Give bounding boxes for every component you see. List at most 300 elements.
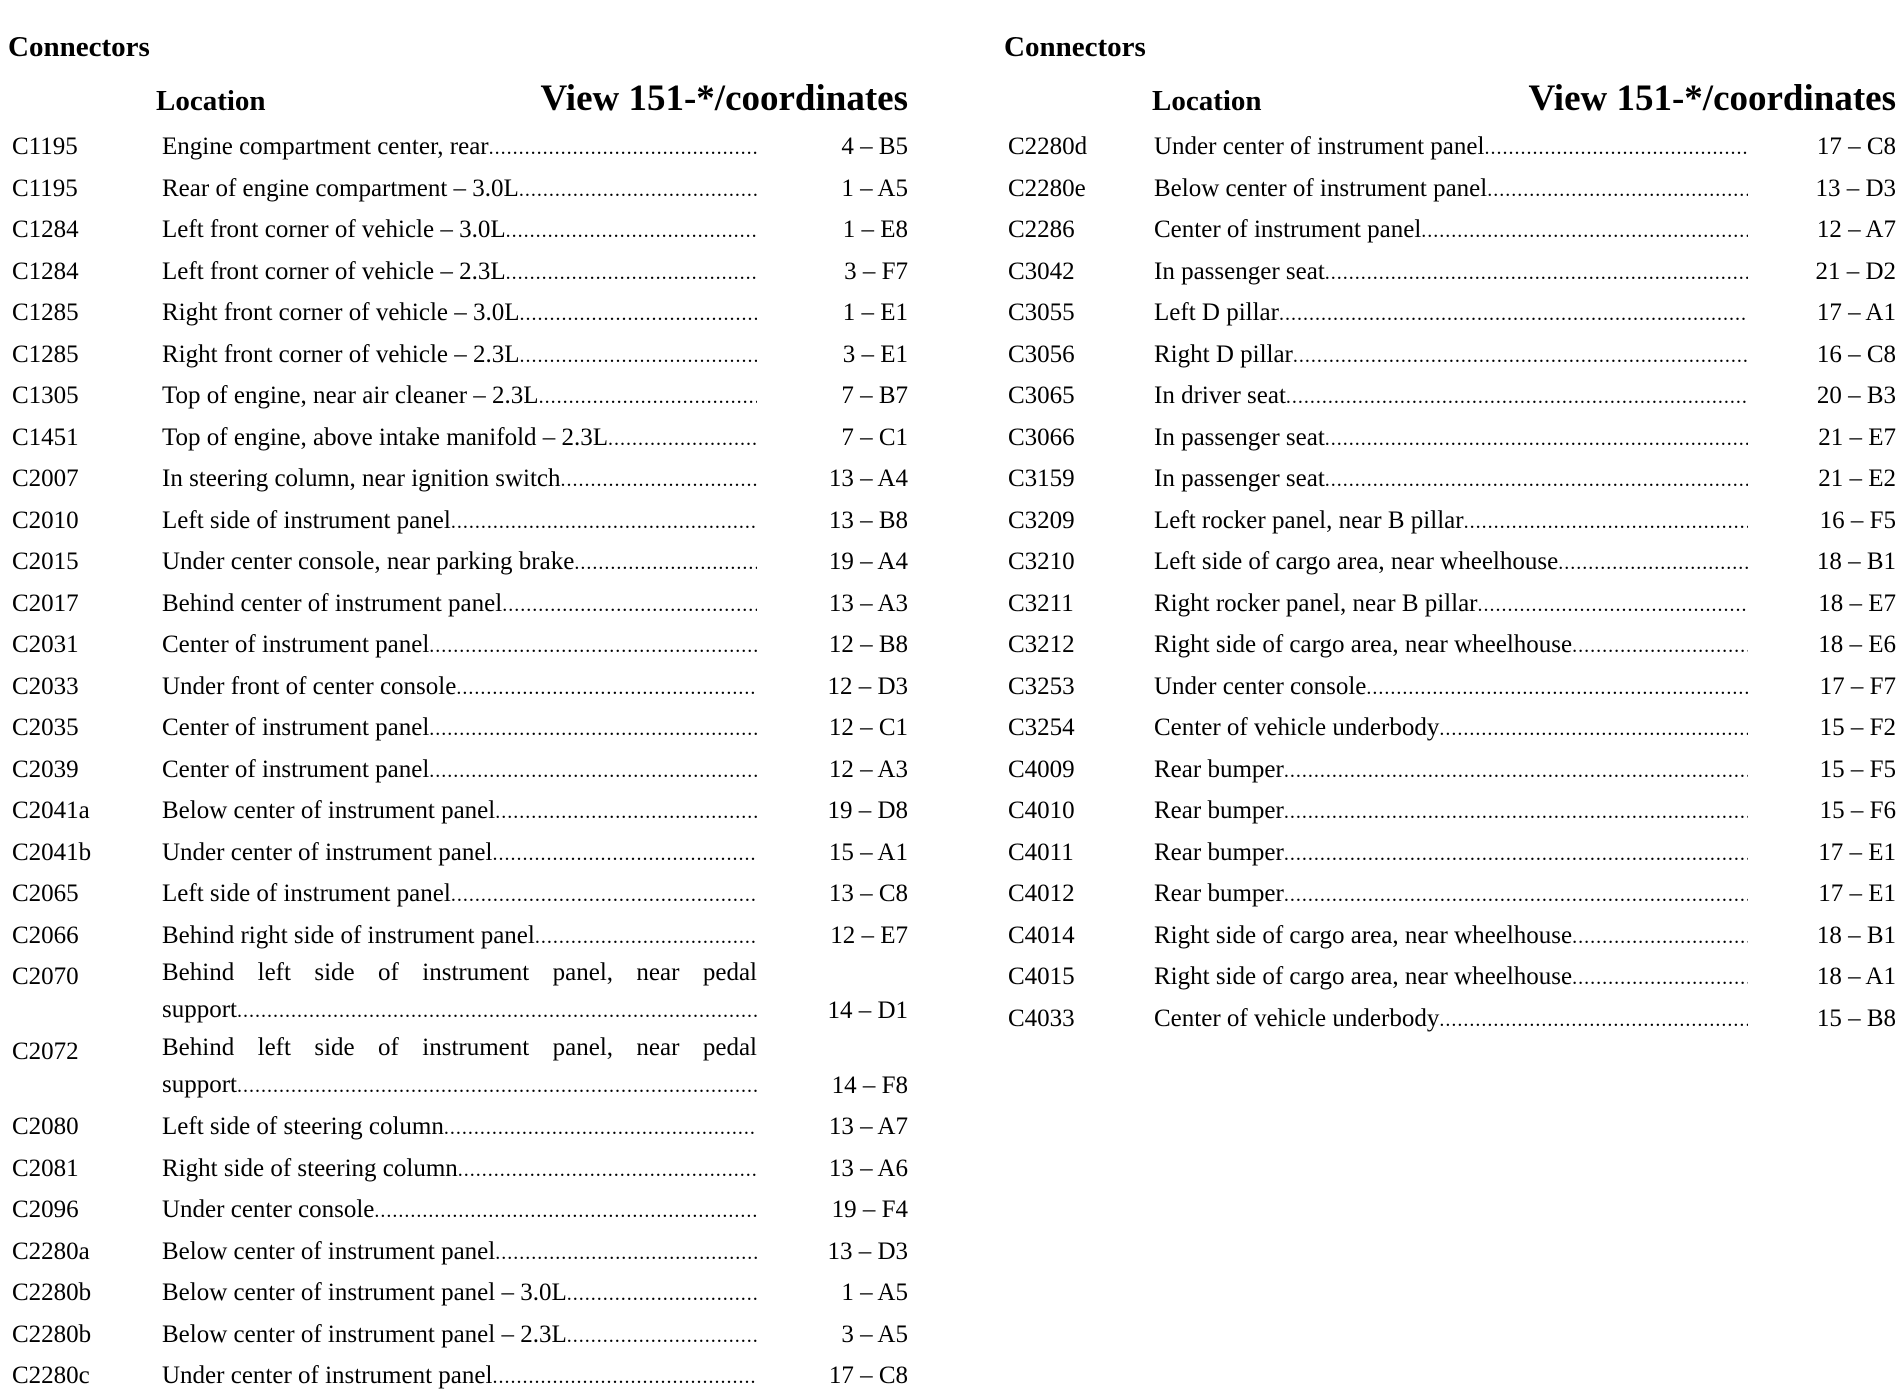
dot-leader: [506, 253, 757, 295]
connector-location: [1154, 873, 1748, 917]
connector-id: C2041a: [12, 797, 90, 824]
connector-location: [1154, 707, 1748, 751]
connector-location: [162, 209, 757, 253]
view-coordinate: 21 – D2: [1815, 257, 1896, 285]
table-row: [8, 956, 908, 1031]
view-coordinate: 13 – C8: [828, 880, 908, 907]
location-text: Top of engine, near air cleaner – 2.3L: [162, 382, 539, 409]
table-row: [8, 1314, 908, 1356]
view-coordinate: 12 – E7: [830, 921, 908, 949]
dot-leader: [520, 336, 757, 378]
connector-location: [1154, 292, 1748, 336]
dot-leader: [506, 211, 757, 253]
view-coordinate: 13 – A4: [828, 465, 908, 492]
connector-location: [162, 956, 757, 1031]
view-coordinate: 18 – E6: [1818, 631, 1896, 658]
location-text: Left side of steering column: [162, 1113, 444, 1140]
table-row: [1004, 541, 1896, 583]
location-text-line1: Behind left side of instrument panel, near pedal: [162, 959, 757, 986]
location-text: Right front corner of vehicle – 3.0L: [162, 299, 520, 326]
connector-id: C2066: [12, 921, 79, 949]
location-line: [1154, 832, 1748, 876]
table-row: [1004, 915, 1896, 957]
dot-leader: [567, 1316, 757, 1358]
connector-location: [1154, 956, 1748, 1000]
table-row: [1004, 458, 1896, 500]
location-text: Rear bumper: [1154, 880, 1284, 907]
location-text-line1: Behind left side of instrument panel, near pedal: [162, 1034, 757, 1061]
location-line: [162, 707, 757, 751]
connector-location: [162, 126, 757, 170]
connector-location: [1154, 749, 1748, 793]
location-text: Rear bumper: [1154, 838, 1284, 866]
dot-leader: [374, 1191, 757, 1233]
location-line: [1154, 998, 1748, 1042]
view-coordinate: 12 – A7: [1816, 216, 1896, 243]
view-coordinate: 13 – A6: [828, 1154, 908, 1182]
location-line: [1154, 915, 1748, 959]
view-coordinate: 15 – F5: [1819, 755, 1896, 783]
connector-id: C3056: [1008, 340, 1075, 368]
view-coordinate: 15 – B8: [1816, 1004, 1896, 1032]
connector-id: C2041b: [12, 838, 92, 866]
connector-id: C4033: [1008, 1004, 1075, 1032]
dot-leader: [502, 585, 757, 627]
location-column-header: Location: [1152, 85, 1262, 117]
view-coordinate: 14 – F8: [831, 1071, 908, 1099]
dot-leader: [1572, 626, 1748, 668]
dot-leader: [1439, 709, 1748, 751]
table-row: [1004, 998, 1896, 1040]
connector-id: C2280d: [1008, 133, 1088, 160]
location-text: Below center of instrument panel: [1154, 174, 1488, 202]
location-line: [162, 1189, 757, 1233]
connector-location: [162, 1272, 757, 1316]
location-line: [162, 583, 757, 627]
connector-location: [1154, 541, 1748, 585]
dot-leader: [1284, 875, 1748, 917]
location-line: [162, 915, 757, 959]
dot-leader: [237, 991, 757, 1031]
view-coordinate: 18 – E7: [1818, 589, 1896, 617]
table-row: [1004, 209, 1896, 251]
connector-location: [1154, 251, 1748, 295]
connector-location: [1154, 915, 1748, 959]
connector-id: C2015: [12, 548, 79, 575]
view-column-header: View 151-*/coordinates: [540, 78, 908, 119]
dot-leader: [1284, 751, 1748, 793]
connector-location: [1154, 126, 1748, 170]
table-row: [1004, 666, 1896, 708]
location-text: Below center of instrument panel: [162, 1237, 496, 1265]
location-text: Left side of cargo area, near wheelhouse: [1154, 548, 1559, 575]
view-coordinate: 3 – E1: [842, 340, 908, 368]
dot-leader: [1325, 419, 1748, 461]
connector-id: C2035: [12, 714, 79, 741]
section-title: Connectors: [8, 31, 150, 63]
location-text: Center of instrument panel: [162, 755, 430, 783]
view-coordinate: 13 – B8: [828, 506, 908, 534]
location-text: Right rocker panel, near B pillar: [1154, 589, 1478, 617]
location-line: [162, 832, 757, 876]
location-text: Right side of steering column: [162, 1154, 458, 1182]
connector-id: C2010: [12, 506, 79, 534]
view-coordinate: 19 – A4: [828, 548, 908, 575]
location-line: [1154, 292, 1748, 336]
connector-id: C4011: [1008, 838, 1074, 866]
location-line: [162, 1064, 757, 1106]
view-coordinate: 1 – E8: [842, 216, 908, 243]
dot-leader: [1484, 128, 1748, 170]
table-row: [8, 417, 908, 459]
connector-id: C2070: [12, 963, 79, 990]
location-text-line2: support: [162, 996, 237, 1023]
view-coordinate: 16 – F5: [1819, 506, 1896, 534]
location-text: Right D pillar: [1154, 340, 1293, 368]
dot-leader: [429, 751, 757, 793]
connector-location: [1154, 500, 1748, 544]
dot-leader: [535, 917, 757, 959]
view-coordinate: 1 – A5: [841, 1279, 908, 1306]
location-text: Center of vehicle underbody: [1154, 1004, 1440, 1032]
view-coordinate: 17 – E1: [1818, 880, 1896, 907]
connector-id: C4015: [1008, 963, 1075, 990]
view-column-header: View 151-*/coordinates: [1528, 78, 1896, 119]
table-row: [1004, 500, 1896, 542]
location-text: Below center of instrument panel – 2.3L: [162, 1320, 567, 1348]
table-row: [8, 168, 908, 210]
view-coordinate: 15 – F2: [1819, 714, 1896, 741]
dot-leader: [1558, 543, 1748, 585]
connector-id: C3055: [1008, 299, 1075, 326]
table-row: [8, 790, 908, 832]
table-row: [8, 375, 908, 417]
dot-leader: [1325, 253, 1748, 295]
connector-id: C2280b: [12, 1279, 92, 1306]
table-row: [8, 707, 908, 749]
location-line: [1154, 541, 1748, 585]
connector-location: [162, 541, 757, 585]
dot-leader: [574, 543, 757, 585]
connector-id: C1285: [12, 340, 79, 368]
connector-id: C2280b: [12, 1320, 92, 1348]
connector-id: C2031: [12, 631, 79, 658]
table-row: [8, 1148, 908, 1190]
location-line: [162, 1314, 757, 1358]
location-line: [1154, 707, 1748, 751]
view-coordinate: 1 – E1: [842, 299, 908, 326]
location-line: [162, 458, 757, 502]
location-text: In passenger seat: [1154, 465, 1325, 492]
location-line: [1154, 417, 1748, 461]
view-coordinate: 19 – D8: [827, 797, 908, 824]
connector-id: C1284: [12, 257, 79, 285]
connector-id: C1305: [12, 382, 79, 409]
dot-leader: [567, 1274, 757, 1316]
table-row: [1004, 126, 1896, 168]
dot-leader: [1572, 958, 1748, 1000]
dot-leader: [429, 709, 757, 751]
dot-leader: [489, 128, 757, 170]
view-coordinate: 17 – E1: [1818, 838, 1896, 866]
dot-leader: [429, 626, 757, 668]
connector-location: [162, 583, 757, 627]
dot-leader: [1421, 211, 1748, 253]
dot-leader: [237, 1066, 757, 1106]
connector-id: C2007: [12, 465, 79, 492]
connector-id: C1285: [12, 299, 79, 326]
location-line: [1154, 500, 1748, 544]
connector-id: C4012: [1008, 880, 1075, 907]
location-text: Under center console, near parking brake: [162, 548, 575, 575]
connector-id: C2080: [12, 1113, 79, 1140]
table-row: [1004, 583, 1896, 625]
connector-location: [162, 1189, 757, 1233]
connector-id: C1451: [12, 423, 79, 451]
view-coordinate: 13 – A3: [828, 589, 908, 617]
view-coordinate: 13 – A7: [828, 1113, 908, 1140]
dot-leader: [451, 502, 757, 544]
location-text: Behind center of instrument panel: [162, 589, 503, 617]
connector-id: C3159: [1008, 465, 1075, 492]
view-coordinate: 17 – C8: [828, 1362, 908, 1389]
dot-leader: [456, 668, 757, 710]
location-line: [162, 251, 757, 295]
location-line: [162, 1148, 757, 1192]
view-coordinate: 18 – B1: [1816, 921, 1896, 949]
location-line: [162, 334, 757, 378]
table-row: [1004, 334, 1896, 376]
location-text: In passenger seat: [1154, 423, 1325, 451]
dot-leader: [1279, 294, 1748, 336]
dot-leader: [1284, 792, 1748, 834]
connector-id: C2096: [12, 1196, 79, 1223]
connector-location: [162, 168, 757, 212]
connector-location: [1154, 375, 1748, 419]
connector-location: [162, 873, 757, 917]
table-row: [8, 873, 908, 915]
connector-location: [162, 832, 757, 876]
connector-id: C3253: [1008, 672, 1075, 700]
connector-id: C2280a: [12, 1237, 90, 1265]
view-coordinate: 12 – D3: [827, 672, 908, 700]
dot-leader: [608, 419, 757, 461]
connector-location: [162, 624, 757, 668]
location-line: [162, 989, 757, 1031]
dot-leader: [520, 294, 757, 336]
location-text: Rear bumper: [1154, 797, 1284, 824]
view-coordinate: 3 – F7: [844, 257, 908, 285]
connector-id: C2065: [12, 880, 79, 907]
connector-id: C3065: [1008, 382, 1075, 409]
table-row: [8, 292, 908, 334]
location-line: [162, 292, 757, 336]
table-row: [1004, 251, 1896, 293]
dot-leader: [1284, 834, 1748, 876]
connector-location: [1154, 998, 1748, 1042]
connector-location: [1154, 334, 1748, 378]
dot-leader: [492, 834, 757, 876]
table-row: [8, 500, 908, 542]
connector-id: C3211: [1008, 589, 1074, 617]
connector-location: [162, 500, 757, 544]
connector-id: C2280e: [1008, 174, 1086, 202]
view-coordinate: 17 – A1: [1816, 299, 1896, 326]
connector-id: C3210: [1008, 548, 1075, 575]
location-text: Left front corner of vehicle – 2.3L: [162, 257, 506, 285]
table-row: [8, 1231, 908, 1273]
connector-location: [1154, 168, 1748, 212]
connector-id: C2072: [12, 1038, 79, 1065]
location-text: Below center of instrument panel – 3.0L: [162, 1279, 567, 1306]
dot-leader: [539, 377, 757, 419]
connector-location: [162, 790, 757, 834]
location-text: Behind right side of instrument panel: [162, 921, 535, 949]
location-line: [162, 666, 757, 710]
connector-location: [1154, 209, 1748, 253]
location-line: [162, 1272, 757, 1316]
table-row: [8, 209, 908, 251]
location-text: Under center console: [1154, 672, 1367, 700]
location-line: [1154, 749, 1748, 793]
location-line: [162, 541, 757, 585]
location-text: Under front of center console: [162, 672, 457, 700]
view-coordinate: 13 – D3: [1815, 174, 1896, 202]
location-line: [1154, 873, 1748, 917]
table-row: [8, 458, 908, 500]
location-text: Under center of instrument panel: [162, 838, 493, 866]
dot-leader: [492, 1357, 757, 1399]
location-text: Under center console: [162, 1196, 375, 1223]
connector-location: [162, 1231, 757, 1275]
location-line: [162, 790, 757, 834]
connector-location: [1154, 458, 1748, 502]
connector-location: [1154, 666, 1748, 710]
table-row: [1004, 790, 1896, 832]
table-row: [8, 1272, 908, 1314]
table-row: [1004, 375, 1896, 417]
dot-leader: [444, 1108, 757, 1150]
connector-id: C2081: [12, 1154, 79, 1182]
connector-id: C3209: [1008, 506, 1075, 534]
connector-location: [162, 749, 757, 793]
connector-location: [162, 1314, 757, 1358]
connector-location: [162, 417, 757, 461]
location-line: [162, 417, 757, 461]
location-text: Center of instrument panel: [162, 714, 430, 741]
view-coordinate: 17 – F7: [1819, 672, 1896, 700]
location-text: In driver seat: [1154, 382, 1286, 409]
location-line: [162, 1231, 757, 1275]
dot-leader: [1286, 377, 1748, 419]
table-row: [8, 1355, 908, 1397]
table-row: [1004, 832, 1896, 874]
table-row: [8, 541, 908, 583]
connector-id: C1284: [12, 216, 79, 243]
dot-leader: [1464, 502, 1748, 544]
location-text-line2: support: [162, 1071, 237, 1098]
location-text: In passenger seat: [1154, 257, 1325, 285]
view-coordinate: 20 – B3: [1816, 382, 1896, 409]
location-text: Center of instrument panel: [1154, 216, 1422, 243]
dot-leader: [1478, 585, 1749, 627]
connector-id: C4010: [1008, 797, 1075, 824]
location-line: [162, 168, 757, 212]
table-row: [8, 1189, 908, 1231]
table-row: [8, 583, 908, 625]
connector-location: [162, 375, 757, 419]
table-row: [8, 1031, 908, 1106]
location-text: Right side of cargo area, near wheelhouse: [1154, 963, 1573, 990]
connector-id: C2280c: [12, 1362, 90, 1389]
table-row: [8, 624, 908, 666]
dot-leader: [1572, 917, 1748, 959]
view-coordinate: 7 – C1: [841, 423, 908, 451]
connector-location: [162, 458, 757, 502]
connector-location: [162, 1106, 757, 1150]
location-text: Below center of instrument panel: [162, 797, 496, 824]
location-line: [1154, 666, 1748, 710]
location-text: Top of engine, above intake manifold – 2.3L: [162, 423, 609, 451]
table-row: [1004, 292, 1896, 334]
table-row: [1004, 168, 1896, 210]
connector-location: [162, 334, 757, 378]
table-row: [1004, 873, 1896, 915]
dot-leader: [495, 1233, 757, 1275]
location-line: [1154, 458, 1748, 502]
view-coordinate: 17 – C8: [1816, 133, 1896, 160]
location-text: Left D pillar: [1154, 299, 1279, 326]
location-text: Left rocker panel, near B pillar: [1154, 506, 1464, 534]
dot-leader: [1439, 1000, 1748, 1042]
location-line: [162, 209, 757, 253]
connector-id: C1195: [12, 174, 78, 202]
location-text: Center of vehicle underbody: [1154, 714, 1440, 741]
connector-id: C2039: [12, 755, 79, 783]
view-coordinate: 12 – B8: [828, 631, 908, 658]
connector-id: C2033: [12, 672, 79, 700]
location-line: [1154, 375, 1748, 419]
view-coordinate: 21 – E7: [1818, 423, 1896, 451]
view-coordinate: 21 – E2: [1818, 465, 1896, 492]
connector-id: C1195: [12, 133, 78, 160]
connector-location: [1154, 790, 1748, 834]
location-line: [1154, 583, 1748, 627]
table-row: [1004, 707, 1896, 749]
view-coordinate: 3 – A5: [841, 1320, 908, 1348]
table-row: [1004, 749, 1896, 791]
table-row: [1004, 956, 1896, 998]
location-line: [162, 1106, 757, 1150]
location-text: Right side of cargo area, near wheelhouse: [1154, 921, 1573, 949]
table-row: [8, 1106, 908, 1148]
location-text: Center of instrument panel: [162, 631, 430, 658]
view-coordinate: 12 – A3: [828, 755, 908, 783]
location-text: Under center of instrument panel: [1154, 133, 1485, 160]
location-text: Left front corner of vehicle – 3.0L: [162, 216, 506, 243]
connector-location: [1154, 624, 1748, 668]
view-coordinate: 18 – A1: [1816, 963, 1896, 990]
location-line: [1154, 168, 1748, 212]
connector-location: [162, 915, 757, 959]
connector-id: C3254: [1008, 714, 1075, 741]
location-text: Right front corner of vehicle – 2.3L: [162, 340, 520, 368]
table-row: [8, 666, 908, 708]
view-coordinate: 18 – B1: [1816, 548, 1896, 575]
dot-leader: [1293, 336, 1748, 378]
location-text: Engine compartment center, rear: [162, 133, 489, 160]
connector-location: [162, 707, 757, 751]
